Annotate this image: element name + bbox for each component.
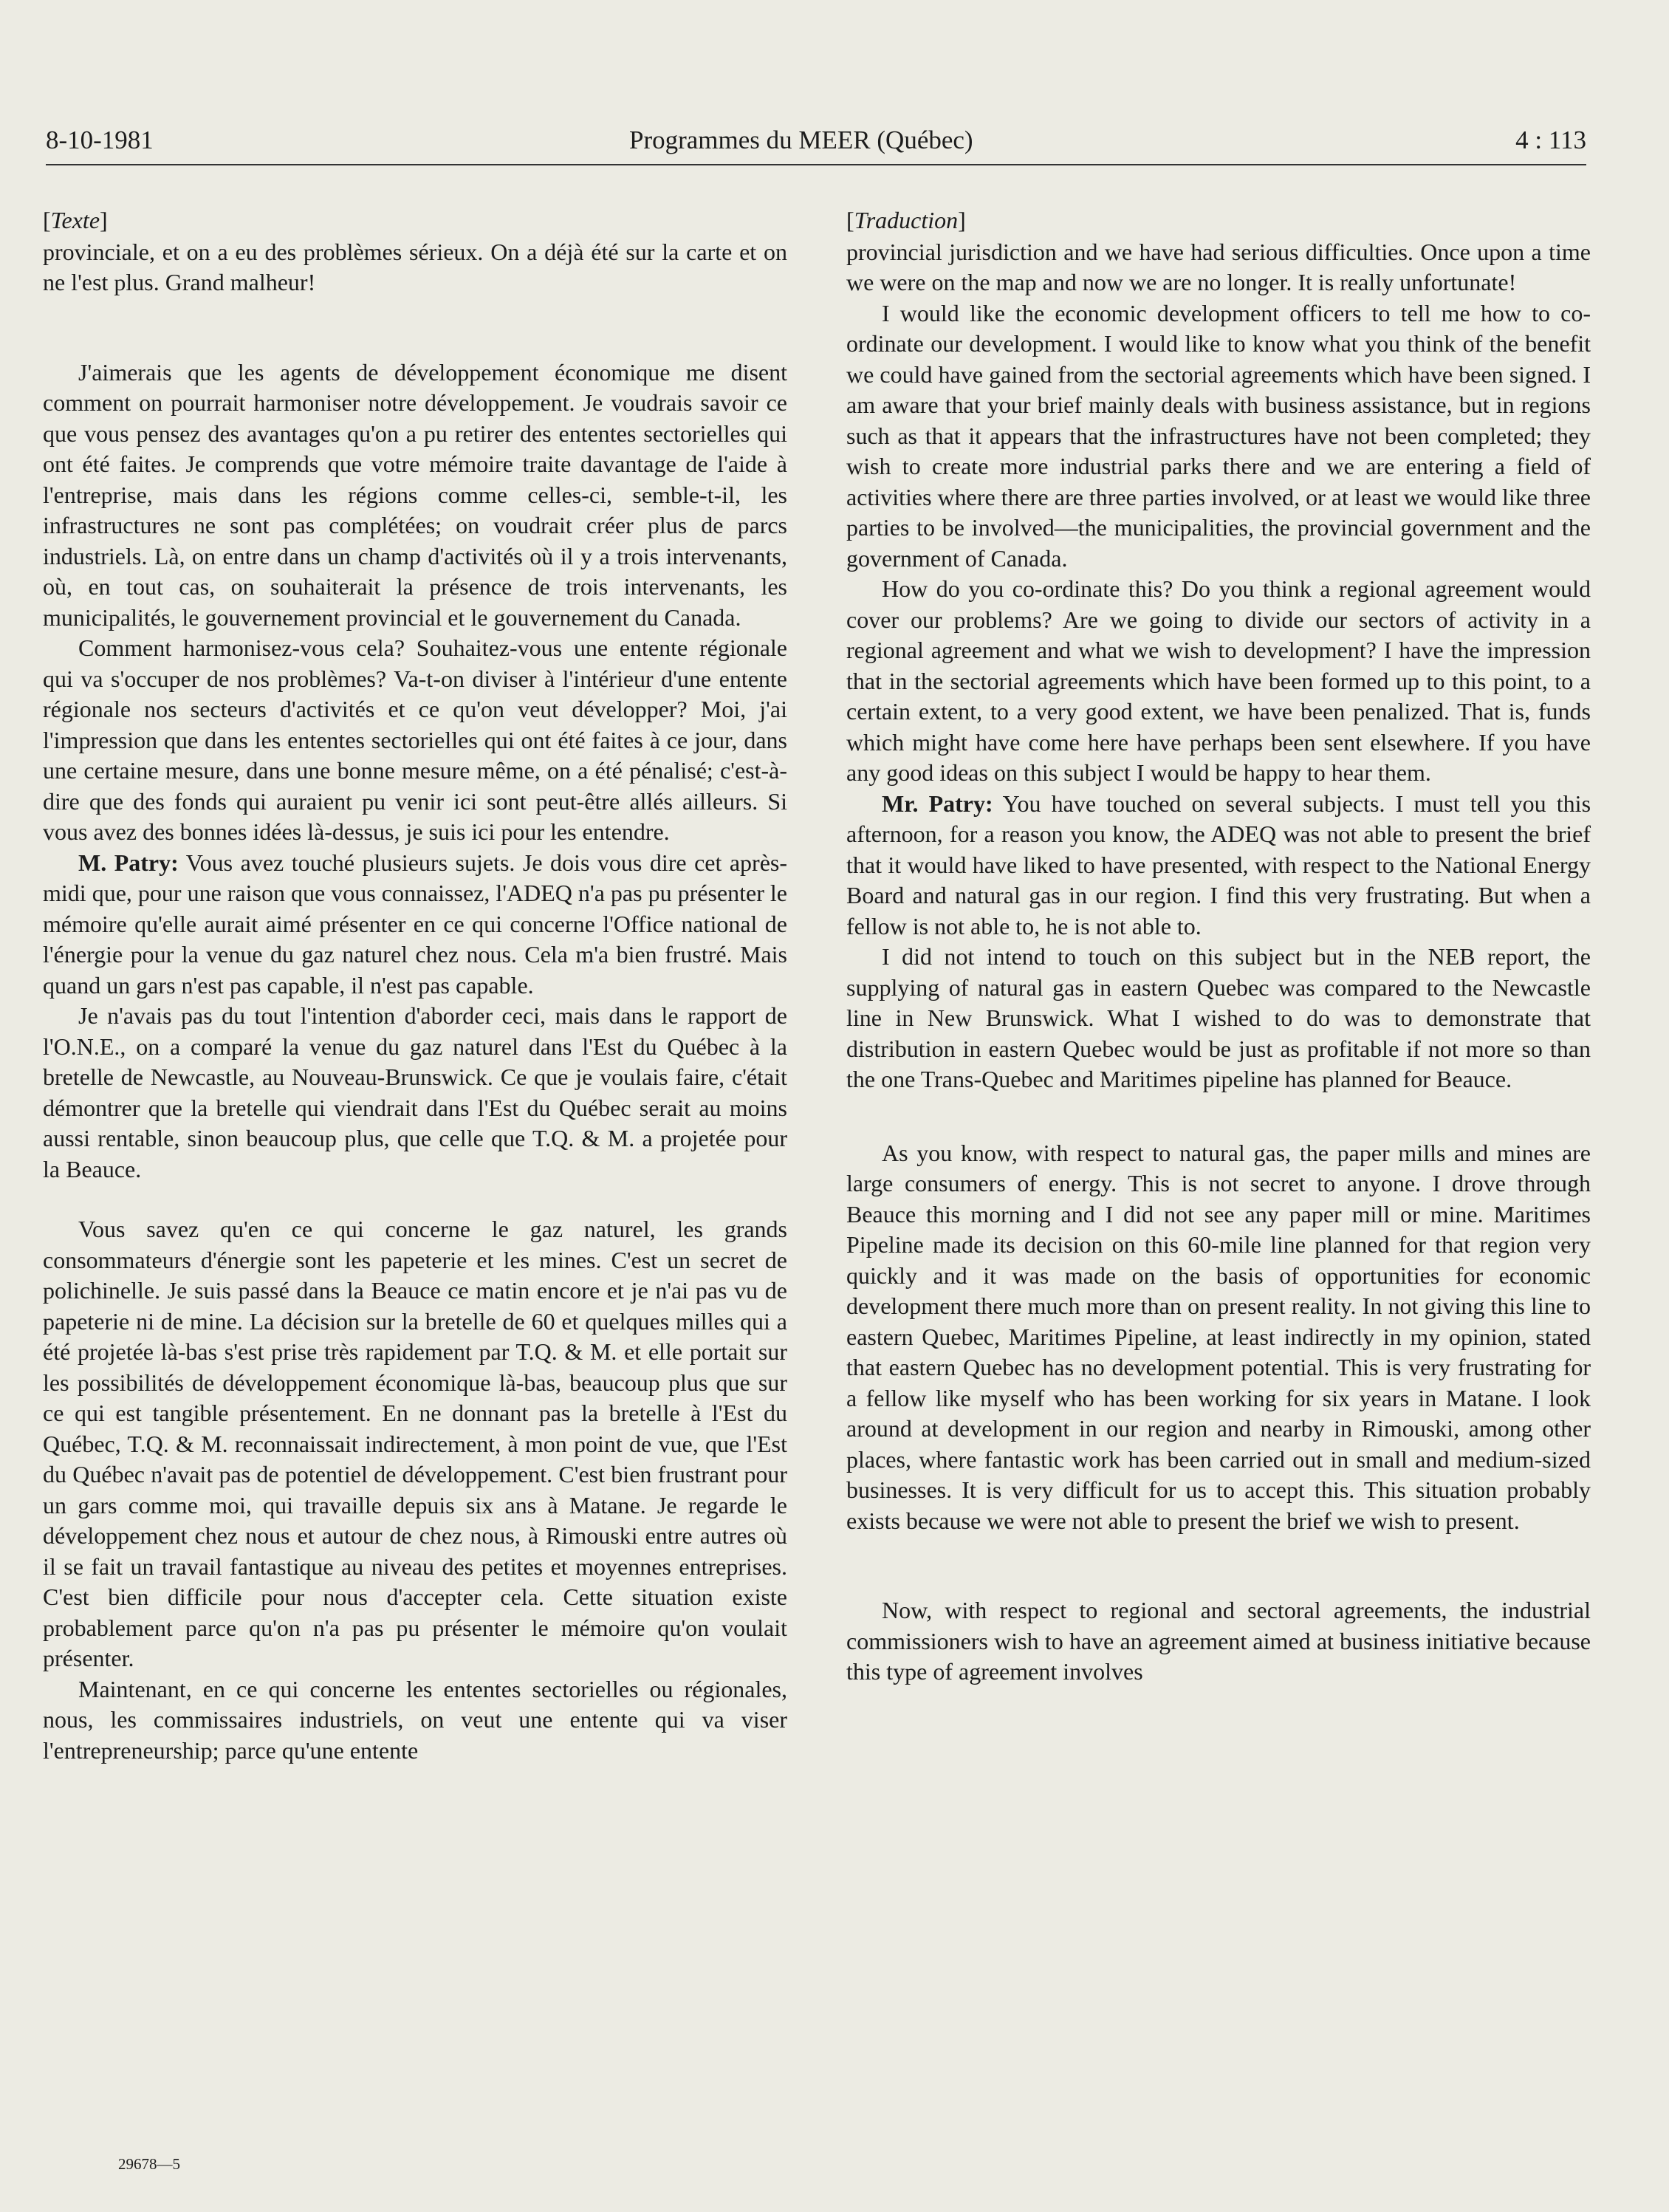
fr-paragraph-3-text: Vous avez touché plusieurs sujets. Je dois vous dire cet après-midi que, pour une raison que vous connaissez, l'ADEQ n'a pas pu présenter le mémoire qu'elle aurait aimé présenter en ce qui concerne l'Office national de l'énergie pour la venue du gaz naturel chez nous. Cela m'a bien frustré. Mais quand un gars n'est pas capable, il n'est pas capable. bbox=[43, 849, 788, 999]
header-rule bbox=[46, 164, 1586, 165]
fr-paragraph-5: Vous savez qu'en ce qui concerne le gaz naturel, les grands consommateurs d'énergie sont les papeterie et les mines. C'est un secret de polichinelle. Je suis passé dans la Beauce ce matin encore et je n'ai pas vu de papeterie ni de mine. La décision sur la bretelle de 60 et quelques milles qui a été projetée là-bas s'est prise très rapidement par T.Q. & M. et elle portait sur les possibilités de développement économique là-bas, beaucoup plus que sur ce qui est tangible présentement. En ne donnant pas la bretelle à l'Est du Québec, T.Q. & M. reconnaissait indirectement, à mon point de vue, que l'Est du Québec n'avait pas de potentiel de développement. C'est bien frustrant pour un gars comme moi, qui travaille depuis six ans à Matane. Je regarde le développement chez nous et autour de chez nous, à Rimouski entre autres où il se fait un travail fantastique au niveau des petites et moyennes entreprises. C'est bien difficile pour nous d'accepter cela. Cette situation existe probablement parce qu'on n'a pas pu présenter le mémoire qu'on voulait présenter. bbox=[43, 1216, 787, 1671]
texte-label-text: Texte bbox=[50, 207, 100, 233]
header-page-number: 4 : 113 bbox=[1515, 126, 1586, 154]
en-speaker: Mr. Patry: bbox=[882, 790, 993, 817]
running-header bbox=[46, 122, 1586, 166]
header-title: Programmes du MEER (Québec) bbox=[629, 126, 973, 154]
traduction-label: [Traduction] bbox=[846, 207, 966, 233]
fr-paragraph-0: provinciale, et on a eu des problèmes sérieux. On a déjà été sur la carte et on ne l'est plus. Grand malheur! bbox=[43, 238, 787, 295]
en-paragraph-3 bbox=[846, 789, 1591, 942]
en-paragraph-0: provincial jurisdiction and we have had serious difficulties. Once upon a time we were on the map and now we are no longer. It is really unfortunate! bbox=[846, 238, 1591, 295]
en-paragraph-2: How do you co-ordinate this? Do you think a regional agreement would cover our problems? Are we going to divide our sectors of activity in a regional agreement and what we wish to development? I have the impression that in the sectorial agreements which have been formed up to this point, to a certain extent, to a very good extent, we have been penalized. That is, funds which might have come here have perhaps been sent elsewhere. If you have any good ideas on this subject I would be happy to hear them. bbox=[846, 575, 1591, 786]
print-code: 29678—5 bbox=[118, 2155, 180, 2173]
english-column bbox=[846, 205, 1591, 1688]
fr-paragraph-3 bbox=[43, 848, 787, 1001]
en-paragraph-4: I did not intend to touch on this subject but in the NEB report, the supplying of natural gas in eastern Quebec was compared to the Newcastle line in New Brunswick. What I wished to do was to demonstrate that distribution in eastern Quebec would be just as profitable if not more so than the one Trans-Quebec and Maritimes pipeline has planned for Beauce. bbox=[846, 943, 1591, 1092]
traduction-label-text: Traduction bbox=[854, 207, 959, 233]
header-date: 8-10-1981 bbox=[46, 126, 154, 154]
fr-speaker: M. Patry: bbox=[78, 849, 179, 876]
fr-paragraph-6: Maintenant, en ce qui concerne les ententes sectorielles ou régionales, nous, les commissaires industriels, on veut une entente qui va viser l'entrepreneurship; parce qu'une entente bbox=[43, 1675, 787, 1764]
texte-label: [Texte] bbox=[43, 207, 108, 233]
en-paragraph-6: Now, with respect to regional and sectoral agreements, the industrial commissioners wish to have an agreement aimed at business initiative because this type of agreement involves bbox=[846, 1597, 1591, 1685]
en-paragraph-1: I would like the economic development officers to tell me how to co-ordinate our development. I would like to know what you think of the benefit we could have gained from the sectorial agreements which have been signed. I am aware that your brief mainly deals with business assistance, but in regions such as that it appears that the infrastructures have not been completed; they wish to create more industrial parks there and we are entering a field of activities where there are three parties involved, or at least we would like three parties to be involved—the municipalities, the provincial government and the government of Canada. bbox=[846, 299, 1591, 572]
fr-paragraph-2: Comment harmonisez-vous cela? Souhaitez-vous une entente régionale qui va s'occuper de nos problèmes? Va-t-on diviser à l'intérieur d'une entente régionale nos secteurs d'activités et ce qu'on veut développer? Moi, j'ai l'impression que dans les ententes sectorielles qui ont été faites à ce jour, dans une certaine mesure, dans une bonne mesure même, on a été pénalisé; c'est-à-dire que des fonds qui auraient pu venir ici sont peut-être allés ailleurs. Si vous avez des bonnes idées là-dessus, je suis ici pour les entendre. bbox=[43, 634, 787, 845]
en-paragraph-3-text: You have touched on several subjects. I must tell you this afternoon, for a reason you know, the ADEQ was not able to present the brief that it would have liked to have presented, with respect to the National Energy Board and natural gas in our region. I find this very frustrating. But when a fellow is not able to, he is not able to. bbox=[846, 790, 1591, 939]
en-paragraph-5: As you know, with respect to natural gas, the paper mills and mines are large consumers of energy. This is not secret to anyone. I drove through Beauce this morning and I did not see any paper mill or mine. Maritimes Pipeline made its decision on this 60-mile line planned for that region very quickly and it was made on the basis of opportunities for economic development there much more than on present reality. In not giving this line to eastern Quebec, Maritimes Pipeline, at least indirectly in my opinion, stated that eastern Quebec has no development potential. This is very frustrating for a fellow like myself who has been working for six years in Matane. I look around at development in our region and nearby in Rimouski, among other places, where fantastic work has been carried out in small and medium-sized businesses. It is very difficult for us to accept this. This situation probably exists because we were not able to present the brief we wish to present. bbox=[846, 1139, 1591, 1534]
french-column bbox=[43, 205, 787, 1766]
fr-paragraph-4: Je n'avais pas du tout l'intention d'aborder ceci, mais dans le rapport de l'O.N.E., on a comparé la venue du gaz naturel dans l'Est du Québec à la bretelle de Newcastle, au Nouveau-Brunswick. Ce que je voulais faire, c'était démontrer que la bretelle qui viendrait dans l'Est du Québec serait au moins aussi rentable, sinon beaucoup plus, que celle que T.Q. & M. a projetée pour la Beauce. bbox=[43, 1002, 787, 1182]
fr-paragraph-1: J'aimerais que les agents de développement économique me disent comment on pourrait harmoniser notre développement. Je voudrais savoir ce que vous pensez des avantages qu'on a pu retirer des ententes sectorielles qui ont été faites. Je comprends que votre mémoire traite davantage de l'aide à l'entreprise, mais dans les régions comme celles-ci, semble-t-il, les infrastructures ne sont pas complétées; on voudrait créer plus de parcs industriels. Là, on entre dans un champ d'activités où il y a trois intervenants, où, en tout cas, on souhaiterait la présence de trois intervenants, les municipalités, le gouvernement provincial et le gouvernement du Canada. bbox=[43, 358, 787, 631]
